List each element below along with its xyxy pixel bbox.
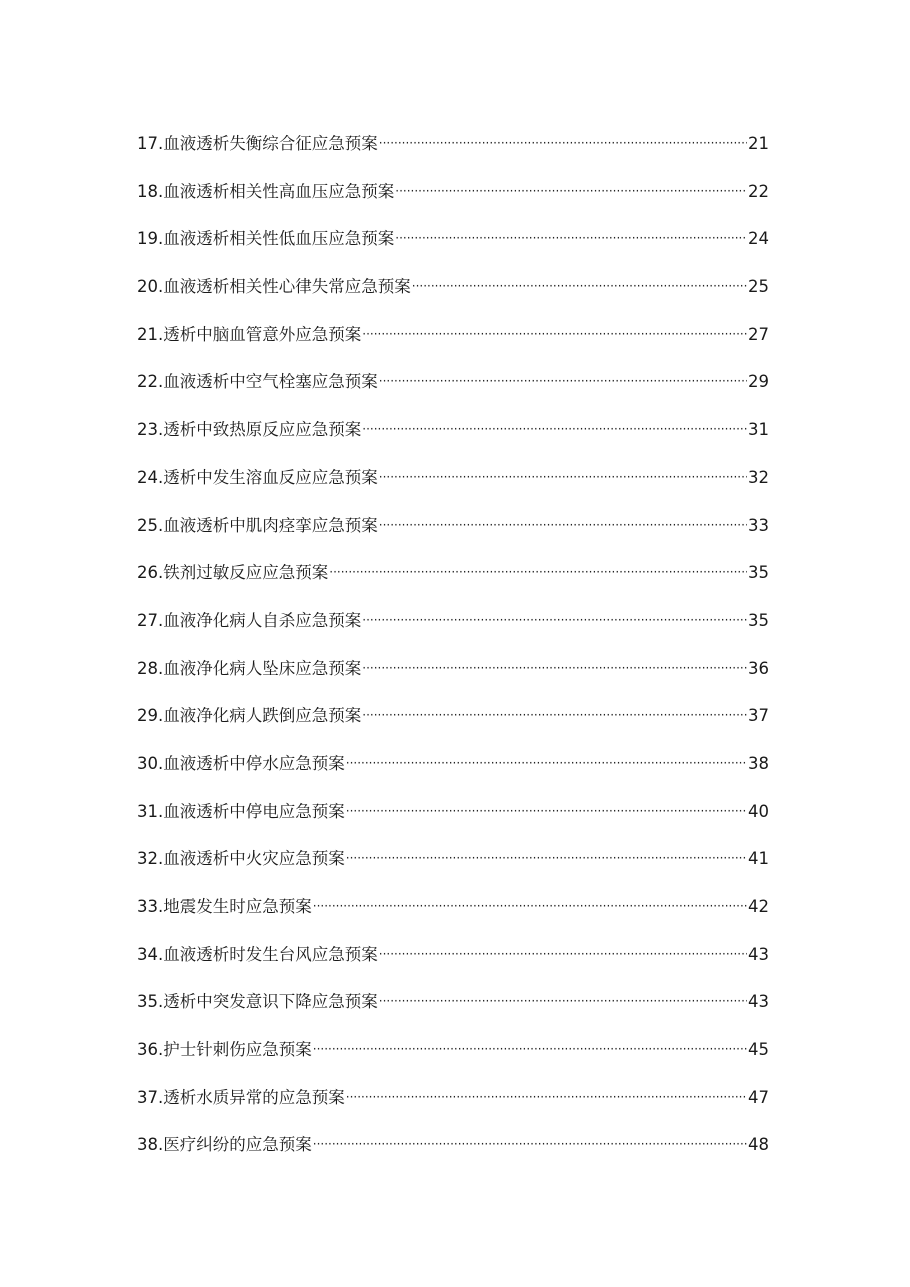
toc-entry-title: 23.透析中致热原反应应急预案 <box>137 420 362 440</box>
toc-entry <box>137 176 769 224</box>
toc-dot-leader <box>362 604 747 636</box>
toc-entry-title: 33.地震发生时应急预案 <box>137 897 312 916</box>
toc-entry-title: 36.护士针刺伤应急预案 <box>137 1040 312 1060</box>
toc-entry-title: 21.透析中脑血管意外应急预案 <box>137 324 362 344</box>
toc-dot-leader <box>379 509 747 541</box>
toc-entry-page: 38 <box>748 753 769 773</box>
toc-entry-page: 22 <box>748 181 769 201</box>
toc-entry <box>137 605 769 653</box>
toc-entry <box>137 366 769 414</box>
toc-entry-page: 32 <box>748 467 769 487</box>
toc-entry-title: 25.血液透析中肌肉痉挛应急预案 <box>137 515 378 535</box>
toc-entry-page: 36 <box>748 658 769 678</box>
toc-entry-title: 26.铁剂过敏反应应急预案 <box>137 563 329 583</box>
toc-dot-leader <box>412 270 747 302</box>
toc-entry-page: 47 <box>748 1087 769 1107</box>
toc-entry-title: 18.血液透析相关性高血压应急预案 <box>137 181 395 201</box>
toc-dot-leader <box>346 842 747 874</box>
toc-entry-page: 43 <box>748 992 769 1012</box>
toc-entry-page: 40 <box>748 801 769 821</box>
toc-entry <box>137 748 769 796</box>
toc-entry-page: 27 <box>748 324 769 344</box>
toc-dot-leader <box>313 1033 747 1065</box>
toc-entry <box>137 462 769 510</box>
toc-entry-title: 29.血液净化病人跌倒应急预案 <box>137 706 362 726</box>
toc-dot-leader <box>346 795 747 827</box>
toc-entry-page: 43 <box>748 944 769 964</box>
toc-dot-leader <box>329 556 747 588</box>
toc-dot-leader <box>379 985 747 1017</box>
toc-entry <box>137 223 769 271</box>
toc-entry-title: 32.血液透析中火灾应急预案 <box>137 849 345 869</box>
toc-entry-title: 34.血液透析时发生台风应急预案 <box>137 944 378 964</box>
toc-entry-title: 17.血液透析失衡综合征应急预案 <box>137 134 378 153</box>
toc-entry-page: 37 <box>748 706 769 726</box>
toc-entry-page: 41 <box>748 849 769 869</box>
toc-entry-page: 33 <box>748 515 769 535</box>
toc-entry-page: 48 <box>748 1135 769 1155</box>
toc-entry-page: 31 <box>748 420 769 440</box>
toc-entry-title: 27.血液净化病人自杀应急预案 <box>137 610 362 630</box>
toc-entry-title: 24.透析中发生溶血反应应急预案 <box>137 467 378 487</box>
toc-dot-leader <box>313 1128 747 1160</box>
toc-entry <box>137 414 769 462</box>
toc-entry-title: 31.血液透析中停电应急预案 <box>137 801 345 821</box>
toc-dot-leader <box>346 747 747 779</box>
toc-entry <box>137 1129 769 1177</box>
toc-entry-title: 35.透析中突发意识下降应急预案 <box>137 992 378 1012</box>
toc-entry-title: 22.血液透析中空气栓塞应急预案 <box>137 372 378 392</box>
toc-dot-leader <box>379 127 747 159</box>
toc-entry-page: 45 <box>748 1040 769 1060</box>
toc-entry <box>137 843 769 891</box>
toc-dot-leader <box>313 890 747 922</box>
toc-entry <box>137 271 769 319</box>
toc-entry-page: 24 <box>748 229 769 249</box>
toc-entry <box>137 319 769 367</box>
toc-entry-title: 30.血液透析中停水应急预案 <box>137 753 345 773</box>
toc-entry <box>137 796 769 844</box>
toc-dot-leader <box>379 938 747 970</box>
toc-dot-leader <box>362 413 747 445</box>
toc-dot-leader <box>362 699 747 731</box>
toc-entry-page: 35 <box>748 610 769 630</box>
toc-dot-leader <box>379 461 747 493</box>
toc-entry-title: 38.医疗纠纷的应急预案 <box>137 1135 312 1155</box>
toc-entry <box>137 1034 769 1082</box>
toc-dot-leader <box>346 1081 747 1113</box>
toc-entry-page: 25 <box>748 277 769 297</box>
toc-entry <box>137 986 769 1034</box>
table-of-contents <box>137 128 769 1177</box>
toc-entry <box>137 1082 769 1130</box>
toc-dot-leader <box>395 175 747 207</box>
toc-entry <box>137 128 769 176</box>
toc-entry <box>137 700 769 748</box>
toc-entry-page: 35 <box>748 563 769 583</box>
toc-dot-leader <box>395 222 747 254</box>
toc-entry-title: 37.透析水质异常的应急预案 <box>137 1087 345 1107</box>
toc-entry-page: 21 <box>748 134 769 153</box>
toc-entry-page: 29 <box>748 372 769 392</box>
toc-entry <box>137 653 769 701</box>
toc-entry-page: 42 <box>748 897 769 916</box>
toc-dot-leader <box>362 318 747 350</box>
toc-entry <box>137 939 769 987</box>
toc-dot-leader <box>362 652 747 684</box>
toc-entry <box>137 557 769 605</box>
toc-entry <box>137 891 769 939</box>
toc-entry <box>137 510 769 558</box>
toc-entry-title: 20.血液透析相关性心律失常应急预案 <box>137 277 411 297</box>
toc-dot-leader <box>379 365 747 397</box>
toc-entry-title: 19.血液透析相关性低血压应急预案 <box>137 229 395 249</box>
toc-entry-title: 28.血液净化病人坠床应急预案 <box>137 658 362 678</box>
